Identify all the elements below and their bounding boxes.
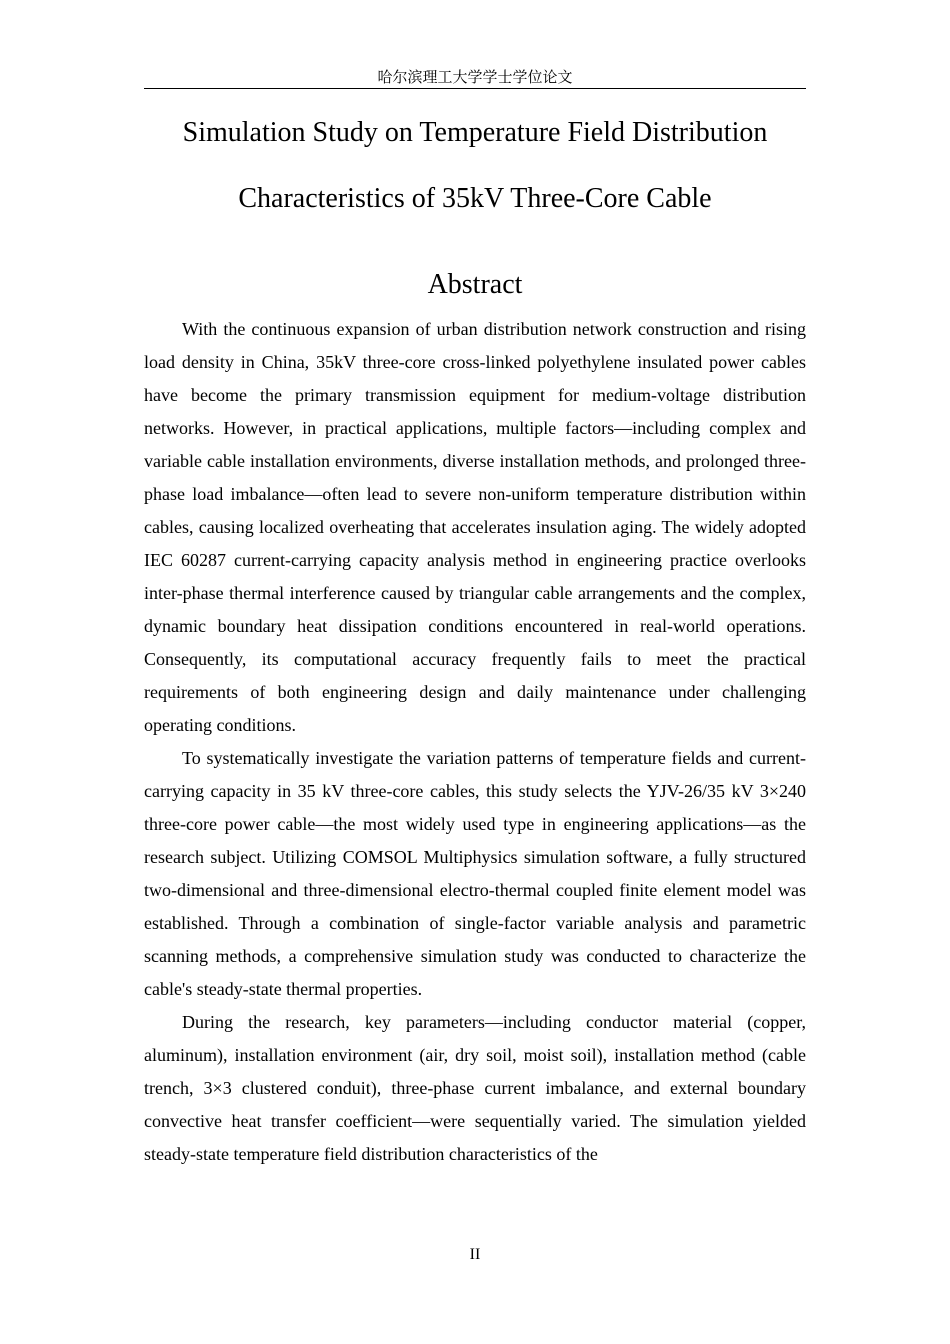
abstract-heading: Abstract xyxy=(427,269,523,300)
abstract-paragraph-2: To systematically investigate the variation patterns of temperature fields and current-carrying capacity in 35 kV three-core cables, this study selects the YJV-26/35 kV 3×240 three-core power cable—the most widely used type in engineering applications—as the research subject. Utilizing COMSOL Multiphysics simulation software, a fully structured two-dimensional and three-dimensional electro-thermal coupled finite element model was established. Through a combination of single-factor variable analysis and parametric scanning methods, a comprehensive simulation study was conducted to characterize the cable's steady-state thermal properties. xyxy=(144,748,806,999)
abstract-paragraph-1: With the continuous expansion of urban distribution network construction and rising load density in China, 35kV three-core cross-linked polyethylene insulated power cables have become the primary transmission equipment for medium-voltage distribution networks. However, in practical applications, multiple factors—including complex and variable cable installation environments, diverse installation methods, and prolonged three-phase load imbalance—often lead to severe non-uniform temperature distribution within cables, causing localized overheating that accelerates insulation aging. The widely adopted IEC 60287 current-carrying capacity analysis method in engineering practice overlooks inter-phase thermal interference caused by triangular cable arrangements and the complex, dynamic boundary heat dissipation conditions encountered in real-world operations. Consequently, its computational accuracy frequently fails to meet the practical requirements of both engineering design and daily maintenance under challenging operating conditions. xyxy=(144,319,806,735)
paper-title-line-2: Characteristics of 35kV Three-Core Cable xyxy=(238,183,712,214)
paper-title-line-1: Simulation Study on Temperature Field Distribution xyxy=(182,117,768,148)
page-number: II xyxy=(469,1246,481,1263)
abstract-paragraph-3: During the research, key parameters—including conductor material (copper, aluminum), installation environment (air, dry soil, moist soil), installation method (cable trench, 3×3 clustered conduit), three-phase current imbalance, and external boundary convective heat transfer coefficient—were sequentially varied. The simulation yielded steady-state temperature field distribution characteristics of the xyxy=(144,1012,806,1164)
running-header: 哈尔滨理工大学学士学位论文 xyxy=(144,66,806,89)
abstract-body xyxy=(144,313,806,1171)
